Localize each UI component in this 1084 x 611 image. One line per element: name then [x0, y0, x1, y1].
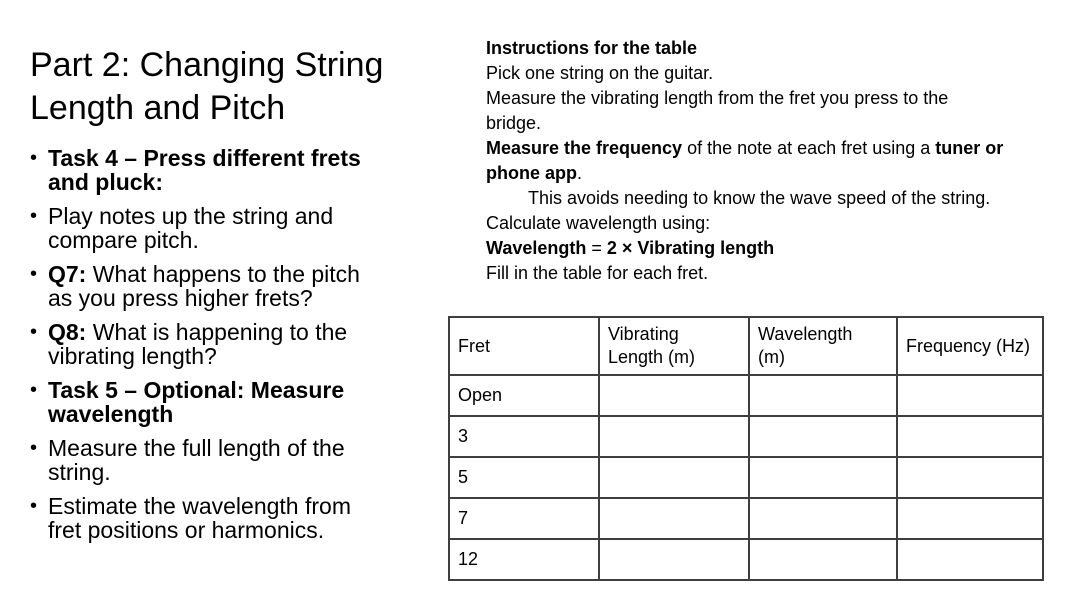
instructions-block	[486, 36, 1046, 286]
bullet-item-play-notes	[30, 204, 388, 252]
bullet-text: What happens to the pitch as you press higher frets?	[48, 261, 360, 311]
bullet-icon: •	[30, 437, 38, 459]
instruction-line	[486, 86, 1046, 111]
bullet-text: Measure the full length of the string.	[48, 435, 345, 485]
instruction-text: of the note at each fret using a	[682, 138, 936, 158]
bullet-item-q7	[30, 262, 388, 310]
cell-fret: 12	[449, 539, 599, 580]
cell-fret: 3	[449, 416, 599, 457]
instruction-text: Measure the vibrating length from the fret you press to the	[486, 88, 949, 108]
header-line: Fret	[458, 335, 491, 356]
page-title: Part 2: Changing String Length and Pitch	[30, 46, 384, 127]
instruction-line-indented	[486, 186, 1046, 211]
instructions-heading	[486, 36, 1046, 61]
header-line: Wavelength	[758, 324, 853, 344]
instruction-line	[486, 261, 1046, 286]
bullet-icon: •	[30, 321, 38, 343]
bullet-text: What is happening to the vibrating length?	[48, 319, 348, 369]
table-row-open	[449, 375, 1043, 416]
bullet-item-measure-length	[30, 436, 388, 484]
bullet-icon: •	[30, 379, 38, 401]
instruction-text: .	[577, 163, 583, 183]
cell-frequency	[897, 457, 1043, 498]
table-row-7	[449, 498, 1043, 539]
instruction-bold-text: Instructions for the table	[486, 38, 698, 58]
instruction-bold-text: Wavelength	[486, 238, 587, 258]
instruction-text: Calculate wavelength using:	[486, 213, 711, 233]
bullet-bold-text: Q7:	[48, 261, 87, 287]
cell-vibrating-length	[599, 375, 749, 416]
instruction-bold-text: Measure the frequency	[486, 138, 683, 158]
header-line: Length (m)	[608, 347, 696, 367]
instruction-line	[486, 136, 1046, 161]
column-header-wavelength	[749, 317, 897, 375]
instruction-text: Fill in the table for each fret.	[486, 263, 709, 283]
bullet-item-q8	[30, 320, 388, 368]
cell-vibrating-length	[599, 416, 749, 457]
cell-fret: Open	[449, 375, 599, 416]
task-bullet-list	[30, 146, 388, 552]
cell-wavelength	[749, 375, 897, 416]
cell-wavelength	[749, 416, 897, 457]
bullet-item-estimate-wavelength	[30, 494, 388, 542]
column-header-frequency	[897, 317, 1043, 375]
fret-measurement-table	[448, 316, 1044, 581]
column-header-vibrating-length	[599, 317, 749, 375]
header-line: Vibrating	[608, 324, 679, 344]
table-row-3	[449, 416, 1043, 457]
cell-wavelength	[749, 539, 897, 580]
cell-vibrating-length	[599, 539, 749, 580]
cell-frequency	[897, 539, 1043, 580]
instruction-bold-text: phone app	[486, 163, 577, 183]
instruction-line-formula	[486, 236, 1046, 261]
header-line: (m)	[758, 347, 785, 367]
bullet-icon: •	[30, 263, 38, 285]
instruction-line	[486, 111, 1046, 136]
column-header-fret	[449, 317, 599, 375]
table-row-5	[449, 457, 1043, 498]
cell-vibrating-length	[599, 457, 749, 498]
cell-frequency	[897, 498, 1043, 539]
cell-wavelength	[749, 457, 897, 498]
bullet-item-task5	[30, 378, 388, 426]
bullet-icon: •	[30, 495, 38, 517]
instruction-text: bridge.	[486, 113, 542, 133]
header-line: Frequency (Hz)	[906, 335, 1031, 356]
bullet-item-task4	[30, 146, 388, 194]
instruction-text: Pick one string on the guitar.	[486, 63, 714, 83]
cell-frequency	[897, 416, 1043, 457]
bullet-text: Estimate the wavelength from fret positions or harmonics.	[48, 493, 351, 543]
cell-wavelength	[749, 498, 897, 539]
bullet-bold-text: Q8:	[48, 319, 87, 345]
bullet-bold-text: Task 5 – Optional: Measure wavelength	[48, 377, 345, 427]
instruction-text: =	[586, 238, 607, 258]
cell-frequency	[897, 375, 1043, 416]
instruction-bold-text: 2 × Vibrating length	[606, 238, 775, 258]
instruction-text: This avoids needing to know the wave speed of the string.	[528, 188, 991, 208]
bullet-bold-text: Task 4 – Press different frets and pluck:	[48, 145, 361, 195]
instruction-line	[486, 61, 1046, 86]
cell-fret: 7	[449, 498, 599, 539]
bullet-icon: •	[30, 205, 38, 227]
instruction-bold-text: tuner or	[935, 138, 1004, 158]
bullet-text: Play notes up the string and compare pitch.	[48, 203, 334, 253]
bullet-icon: •	[30, 147, 38, 169]
table-header-row	[449, 317, 1043, 375]
instruction-line	[486, 161, 1046, 186]
cell-vibrating-length	[599, 498, 749, 539]
cell-fret: 5	[449, 457, 599, 498]
instruction-line	[486, 211, 1046, 236]
table-row-12	[449, 539, 1043, 580]
